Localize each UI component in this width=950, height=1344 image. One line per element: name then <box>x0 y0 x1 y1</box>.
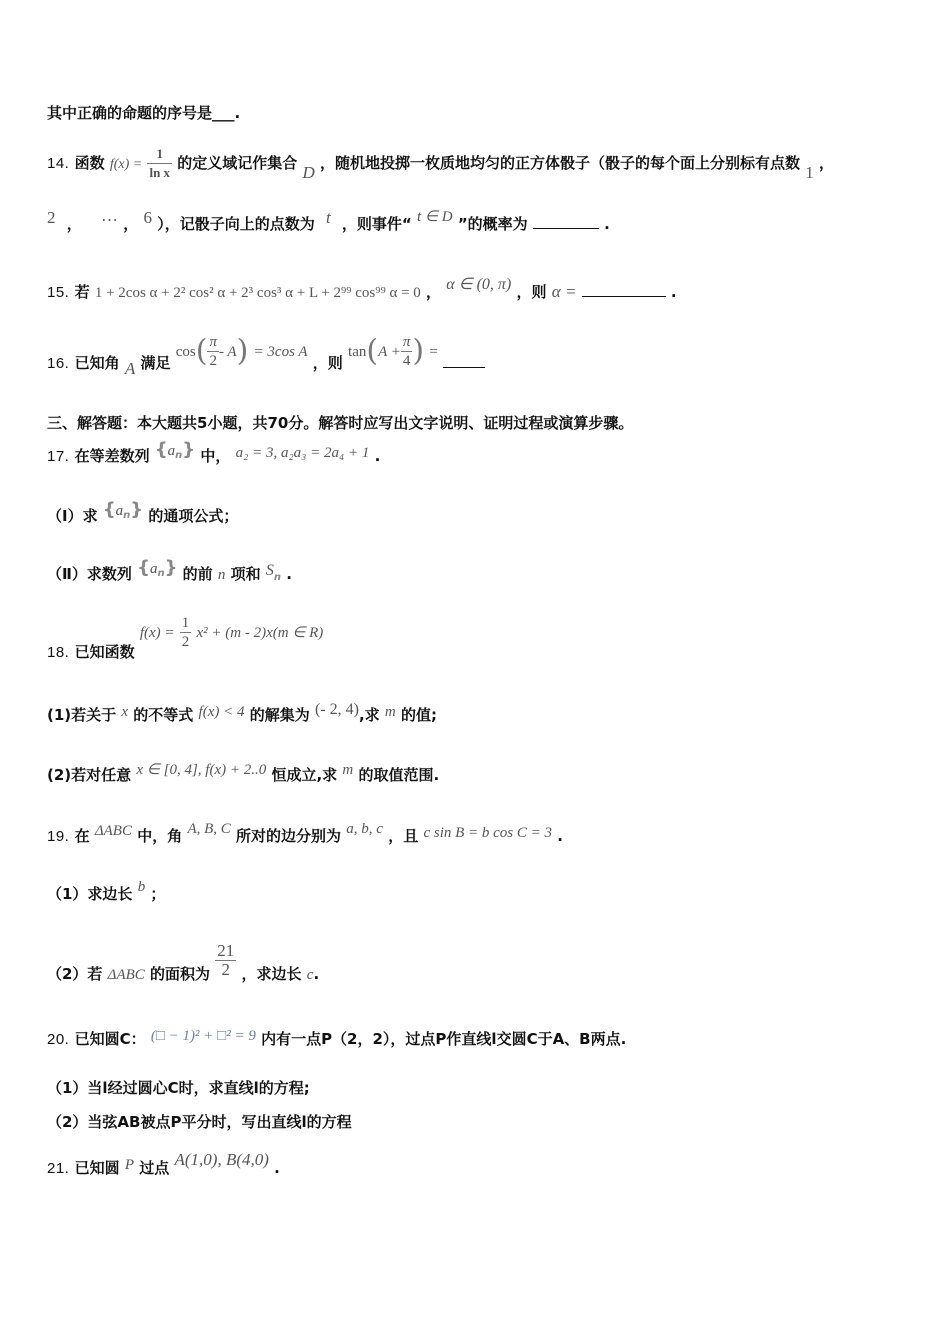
text: ， <box>819 154 835 172</box>
denominator: 2 <box>209 353 217 369</box>
text: ,求 <box>358 706 380 724</box>
math-A: A <box>124 359 136 378</box>
text: 的定义域记作集合 <box>177 154 298 172</box>
text: 已知圆C： <box>74 1030 146 1048</box>
left-paren: ( <box>366 333 379 369</box>
question-17-part-1 <box>47 499 239 532</box>
question-18 <box>47 614 323 660</box>
text: 的前 <box>182 565 213 583</box>
math-angles: A, B, C <box>187 821 231 837</box>
question-number: 21. <box>47 1160 70 1177</box>
text: ，求边长 <box>241 965 302 983</box>
text: ， <box>66 215 82 233</box>
fraction <box>147 145 172 182</box>
math-x: x <box>121 704 129 720</box>
math-sub-n: n <box>123 510 131 521</box>
math-dots: … <box>100 206 118 225</box>
math-fx: f(x) = <box>109 157 143 172</box>
math-sides: a, b, c <box>346 821 383 837</box>
text: 在 <box>74 827 90 845</box>
math-one: 1 <box>805 163 814 182</box>
question-14-cont <box>47 206 610 235</box>
text: 满足 <box>140 354 171 372</box>
question-21 <box>47 1150 280 1179</box>
math-cos: cos <box>175 344 196 360</box>
math-P: P <box>124 1157 135 1173</box>
numerator: π <box>402 334 411 350</box>
numerator: 1 <box>181 615 190 631</box>
math-two: 2 <box>47 208 56 227</box>
text: . <box>286 565 292 583</box>
question-number: 19. <box>47 828 70 845</box>
text: 已知圆 <box>74 1159 120 1177</box>
answer-blank <box>582 282 666 297</box>
text: 内有一点P（2，2），过点P作直线l交圆C于A、B两点. <box>261 1030 627 1048</box>
text: . <box>670 283 677 301</box>
text: 的解集为 <box>249 706 310 724</box>
math-a: a <box>149 561 158 577</box>
fraction-half <box>180 614 192 651</box>
math-tan: tan <box>348 344 367 360</box>
question-14 <box>47 145 834 185</box>
answer-blank <box>533 214 599 229</box>
right-paren: ) <box>236 333 249 369</box>
math-series: 1 + 2cos α + 2² cos² α + 2³ cos³ α + L + 2⁹⁹ cos⁹⁹ α = 0 <box>94 285 421 301</box>
question-number: 16. <box>47 355 70 372</box>
math-set: (- 2, 4) <box>314 701 359 718</box>
left-paren: ( <box>195 333 208 369</box>
math-a: a <box>167 443 176 459</box>
math-condition: x ∈ [0, 4], f(x) + 2..0 <box>136 762 267 778</box>
text: 的取值范围. <box>358 766 440 784</box>
math-eq: = <box>429 344 438 360</box>
text: 中，角 <box>137 827 183 845</box>
text: . <box>557 827 563 845</box>
text: 已知角 <box>74 354 120 372</box>
question-number: 17. <box>47 448 70 465</box>
answer-blank <box>443 353 485 368</box>
math-inequality: f(x) < 4 <box>198 704 245 720</box>
text: （1）求边长 <box>47 885 133 903</box>
section-heading <box>47 413 633 433</box>
text: 的面积为 <box>150 965 211 983</box>
math-m: m <box>342 762 354 778</box>
math-sub-n: n <box>157 568 165 579</box>
math-a: a <box>115 503 124 519</box>
math-S: S <box>265 562 274 579</box>
numerator: π <box>209 334 217 350</box>
text: (1)若关于 <box>47 706 117 724</box>
denominator: 4 <box>402 353 411 369</box>
text: （1）当l经过圆心C时，求直线l的方程; <box>47 1079 310 1097</box>
question-number: 20. <box>47 1031 70 1048</box>
math-t-in-D: t ∈ D <box>417 209 453 225</box>
text: 已知函数 <box>74 643 135 661</box>
question-19-part-1 <box>47 879 166 905</box>
text: 的值; <box>400 706 437 724</box>
sequence-an: $\{a_n\}$ <box>137 557 178 579</box>
math-equation: c sin B = b cos C = 3 <box>423 825 553 841</box>
math-points: A(1,0), B(4,0) <box>174 1150 269 1169</box>
text: （2）若 <box>47 965 103 983</box>
question-17-part-2 <box>47 557 292 590</box>
math-minus-A: - A <box>218 344 237 360</box>
fraction <box>207 333 219 370</box>
fraction-area <box>215 942 236 979</box>
text: 过点 <box>139 1159 170 1177</box>
question-number: 18. <box>47 644 70 661</box>
text: 其中正确的命题的序号是___. <box>47 104 241 122</box>
math-alpha: α = <box>551 282 577 301</box>
text: 中， <box>200 447 231 465</box>
section-title: 三、解答题：本大题共5小题，共70分。解答时应写出文字说明、证明过程或演算步骤。 <box>47 414 634 432</box>
question-16 <box>47 333 485 377</box>
math-rest: x² + (m - 2)x(m ∈ R) <box>196 625 324 641</box>
math-fx: f(x) = <box>139 625 175 641</box>
denominator: ln x <box>149 165 171 180</box>
text: ； <box>150 885 166 903</box>
question-20-part-2 <box>47 1112 352 1132</box>
text: ，则 <box>312 354 343 372</box>
question-20 <box>47 1029 626 1050</box>
text: 所对的边分别为 <box>236 827 342 845</box>
denominator: 2 <box>221 960 231 979</box>
question-19-part-2 <box>47 932 320 983</box>
text: . <box>313 965 320 983</box>
text: ，则 <box>516 283 547 301</box>
numerator: 21 <box>217 941 235 960</box>
text: （Ⅱ）求数列 <box>47 565 132 583</box>
math-m: m <box>384 704 396 720</box>
math-t: t <box>325 208 331 227</box>
text: ”的概率为 <box>457 215 528 233</box>
numerator: 1 <box>147 145 172 164</box>
text: 的不等式 <box>133 706 194 724</box>
math-triangle: ΔABC <box>107 967 145 983</box>
text: . <box>274 1159 280 1177</box>
math-condition: a₂ = 3, a₂a₃ = 2a₄ + 1 <box>235 445 370 461</box>
math-circle-equation: (□ − 1)² + □² = 9 <box>150 1028 256 1044</box>
text: . <box>374 447 381 465</box>
fraction <box>401 333 413 370</box>
text: 函数 <box>74 154 105 172</box>
math-sub-n: n <box>175 450 183 461</box>
text: 恒成立,求 <box>271 766 338 784</box>
question-number: 15. <box>47 284 70 301</box>
question-15 <box>47 276 677 303</box>
math-b: b <box>137 879 146 895</box>
text: ，随机地投掷一枚质地均匀的正方体骰子（骰子的每个面上分别标有点数 <box>320 154 801 172</box>
text: 的通项公式； <box>148 507 239 525</box>
prev-question-tail <box>47 103 240 123</box>
text: (2)若对任意 <box>47 766 132 784</box>
question-18-part-2 <box>47 762 440 786</box>
math-range: α ∈ (0, π) <box>446 276 512 293</box>
question-18-part-1 <box>47 701 437 726</box>
text: （2）当弦AB被点P平分时，写出直线l的方程 <box>47 1113 352 1131</box>
text: ），记骰子向上的点数为 <box>157 215 315 233</box>
text: . <box>604 215 610 233</box>
math-triangle: ΔABC <box>94 823 132 839</box>
text: ， <box>426 283 442 301</box>
question-19 <box>47 821 563 847</box>
text: 若 <box>74 283 90 301</box>
math-c: c <box>306 967 314 983</box>
denominator: 2 <box>181 634 190 650</box>
text: ，且 <box>388 827 419 845</box>
text: （Ⅰ）求 <box>47 507 98 525</box>
question-number: 14. <box>47 155 70 172</box>
text: 在等差数列 <box>74 447 150 465</box>
math-rhs: = 3cos A <box>253 344 308 360</box>
text: 项和 <box>230 565 261 583</box>
sequence-an: $\{a_n\}$ <box>102 499 144 521</box>
sequence-an: $\{a_n\}$ <box>154 439 196 461</box>
text: ，则事件“ <box>341 215 412 233</box>
question-17 <box>47 439 381 472</box>
math-sub-n: n <box>273 572 281 583</box>
question-20-part-1 <box>47 1078 310 1098</box>
math-D: D <box>302 163 315 182</box>
right-paren: ) <box>412 333 425 369</box>
text: ， <box>123 215 139 233</box>
math-n: n <box>217 567 226 583</box>
math-A-plus: A + <box>378 344 401 360</box>
math-six: 6 <box>143 208 152 227</box>
